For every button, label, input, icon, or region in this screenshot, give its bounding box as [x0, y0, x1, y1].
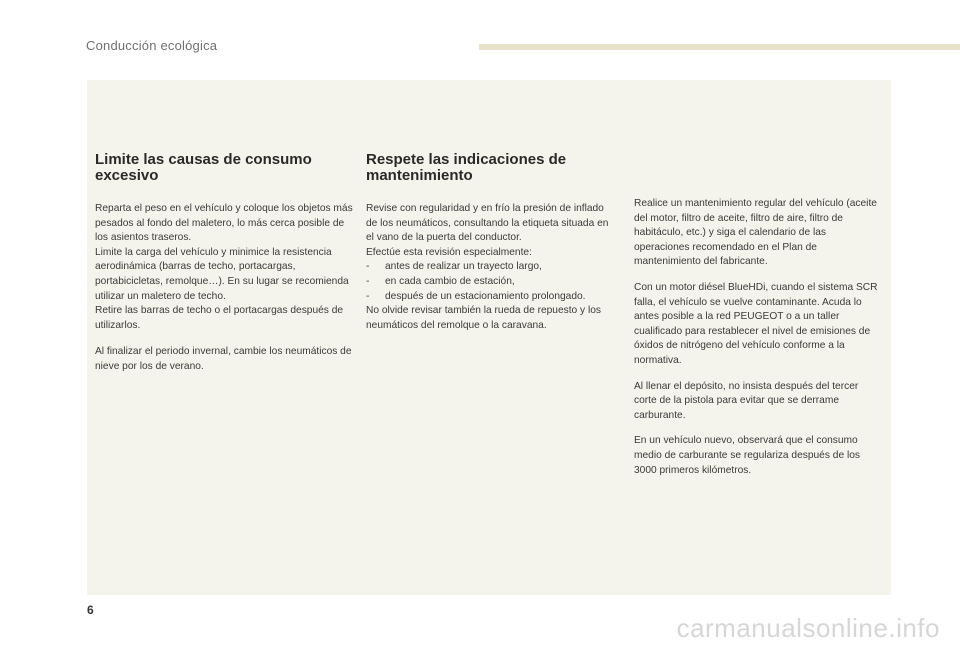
paragraph-winter-tyres: Al finalizar el periodo invernal, cambie los neumáticos de nieve por los de verano. [95, 346, 352, 372]
column-maintenance-continued [634, 80, 882, 478]
paragraph-load: Limite la carga del vehículo y minimice la resistencia aerodinámica (barras de techo, portacargas, portabicicletas, remolque…). En su lugar se recomienda utilizar un maletero de techo. [95, 246, 349, 302]
list-item [366, 260, 612, 275]
list-item [366, 290, 612, 305]
paragraph-check-when: Efectúe esta revisión especialmente: [366, 246, 532, 258]
bullet-dash: - [366, 290, 370, 302]
paragraph-spare-wheel: No olvide revisar también la rueda de repuesto y los neumáticos del remolque o la caravana. [366, 305, 602, 331]
content-panel [87, 80, 891, 595]
paragraph-weight: Reparta el peso en el vehículo y coloque los objetos más pesados al fondo del maletero, lo más cerca posible de los asientos traseros. [95, 203, 353, 244]
page-number: 6 [87, 603, 94, 617]
bullet-dash: - [366, 261, 370, 273]
paragraph-roof-bars: Retire las barras de techo o el portacargas después de utilizarlos. [95, 305, 344, 331]
list-item [366, 275, 612, 290]
paragraph-new-vehicle: En un vehículo nuevo, observará que el consumo medio de carburante se regulariza después de los 3000 primeros kilómetros. [634, 435, 860, 476]
column-maintenance [366, 80, 612, 333]
paragraph-refuelling: Al llenar el depósito, no insista después del tercer corte de la pistola para evitar que se derrame carburante. [634, 380, 859, 421]
heading-maintenance: Respete las indicaciones de mantenimiento [366, 151, 567, 184]
section-header-bar [479, 44, 960, 50]
bullet-text: en cada cambio de estación, [385, 275, 515, 287]
paragraph-bluehdi: Con un motor diésel BlueHDi, cuando el sistema SCR falla, el vehículo se vuelve contaminante. Acuda lo antes posible a la red PEUGEOT o a un taller cualificado para restablecer el nivel de emisiones de óxidos de nitrógeno del vehículo conforme a la normativa. [634, 281, 878, 366]
bullet-dash: - [366, 275, 370, 287]
column-consumption [95, 80, 353, 375]
paragraph-regular-maintenance: Realice un mantenimiento regular del vehículo (aceite del motor, filtro de aceite, filtro de aire, filtro de habitáculo, etc.) y siga el calendario de las operaciones recomendado en el Plan de mantenimiento del fabricante. [634, 198, 877, 268]
paragraph-tyre-pressure: Revise con regularidad y en frío la presión de inflado de los neumáticos, consultando la etiqueta situada en el vano de la puerta del conductor. [366, 203, 609, 244]
bullet-text: después de un estacionamiento prolongado. [385, 290, 586, 302]
heading-consumption: Limite las causas de consumo excesivo [95, 151, 312, 184]
watermark: carmanualsonline.info [676, 613, 940, 643]
section-title: Conducción ecológica [86, 38, 218, 53]
bullet-text: antes de realizar un trayecto largo, [385, 261, 542, 273]
